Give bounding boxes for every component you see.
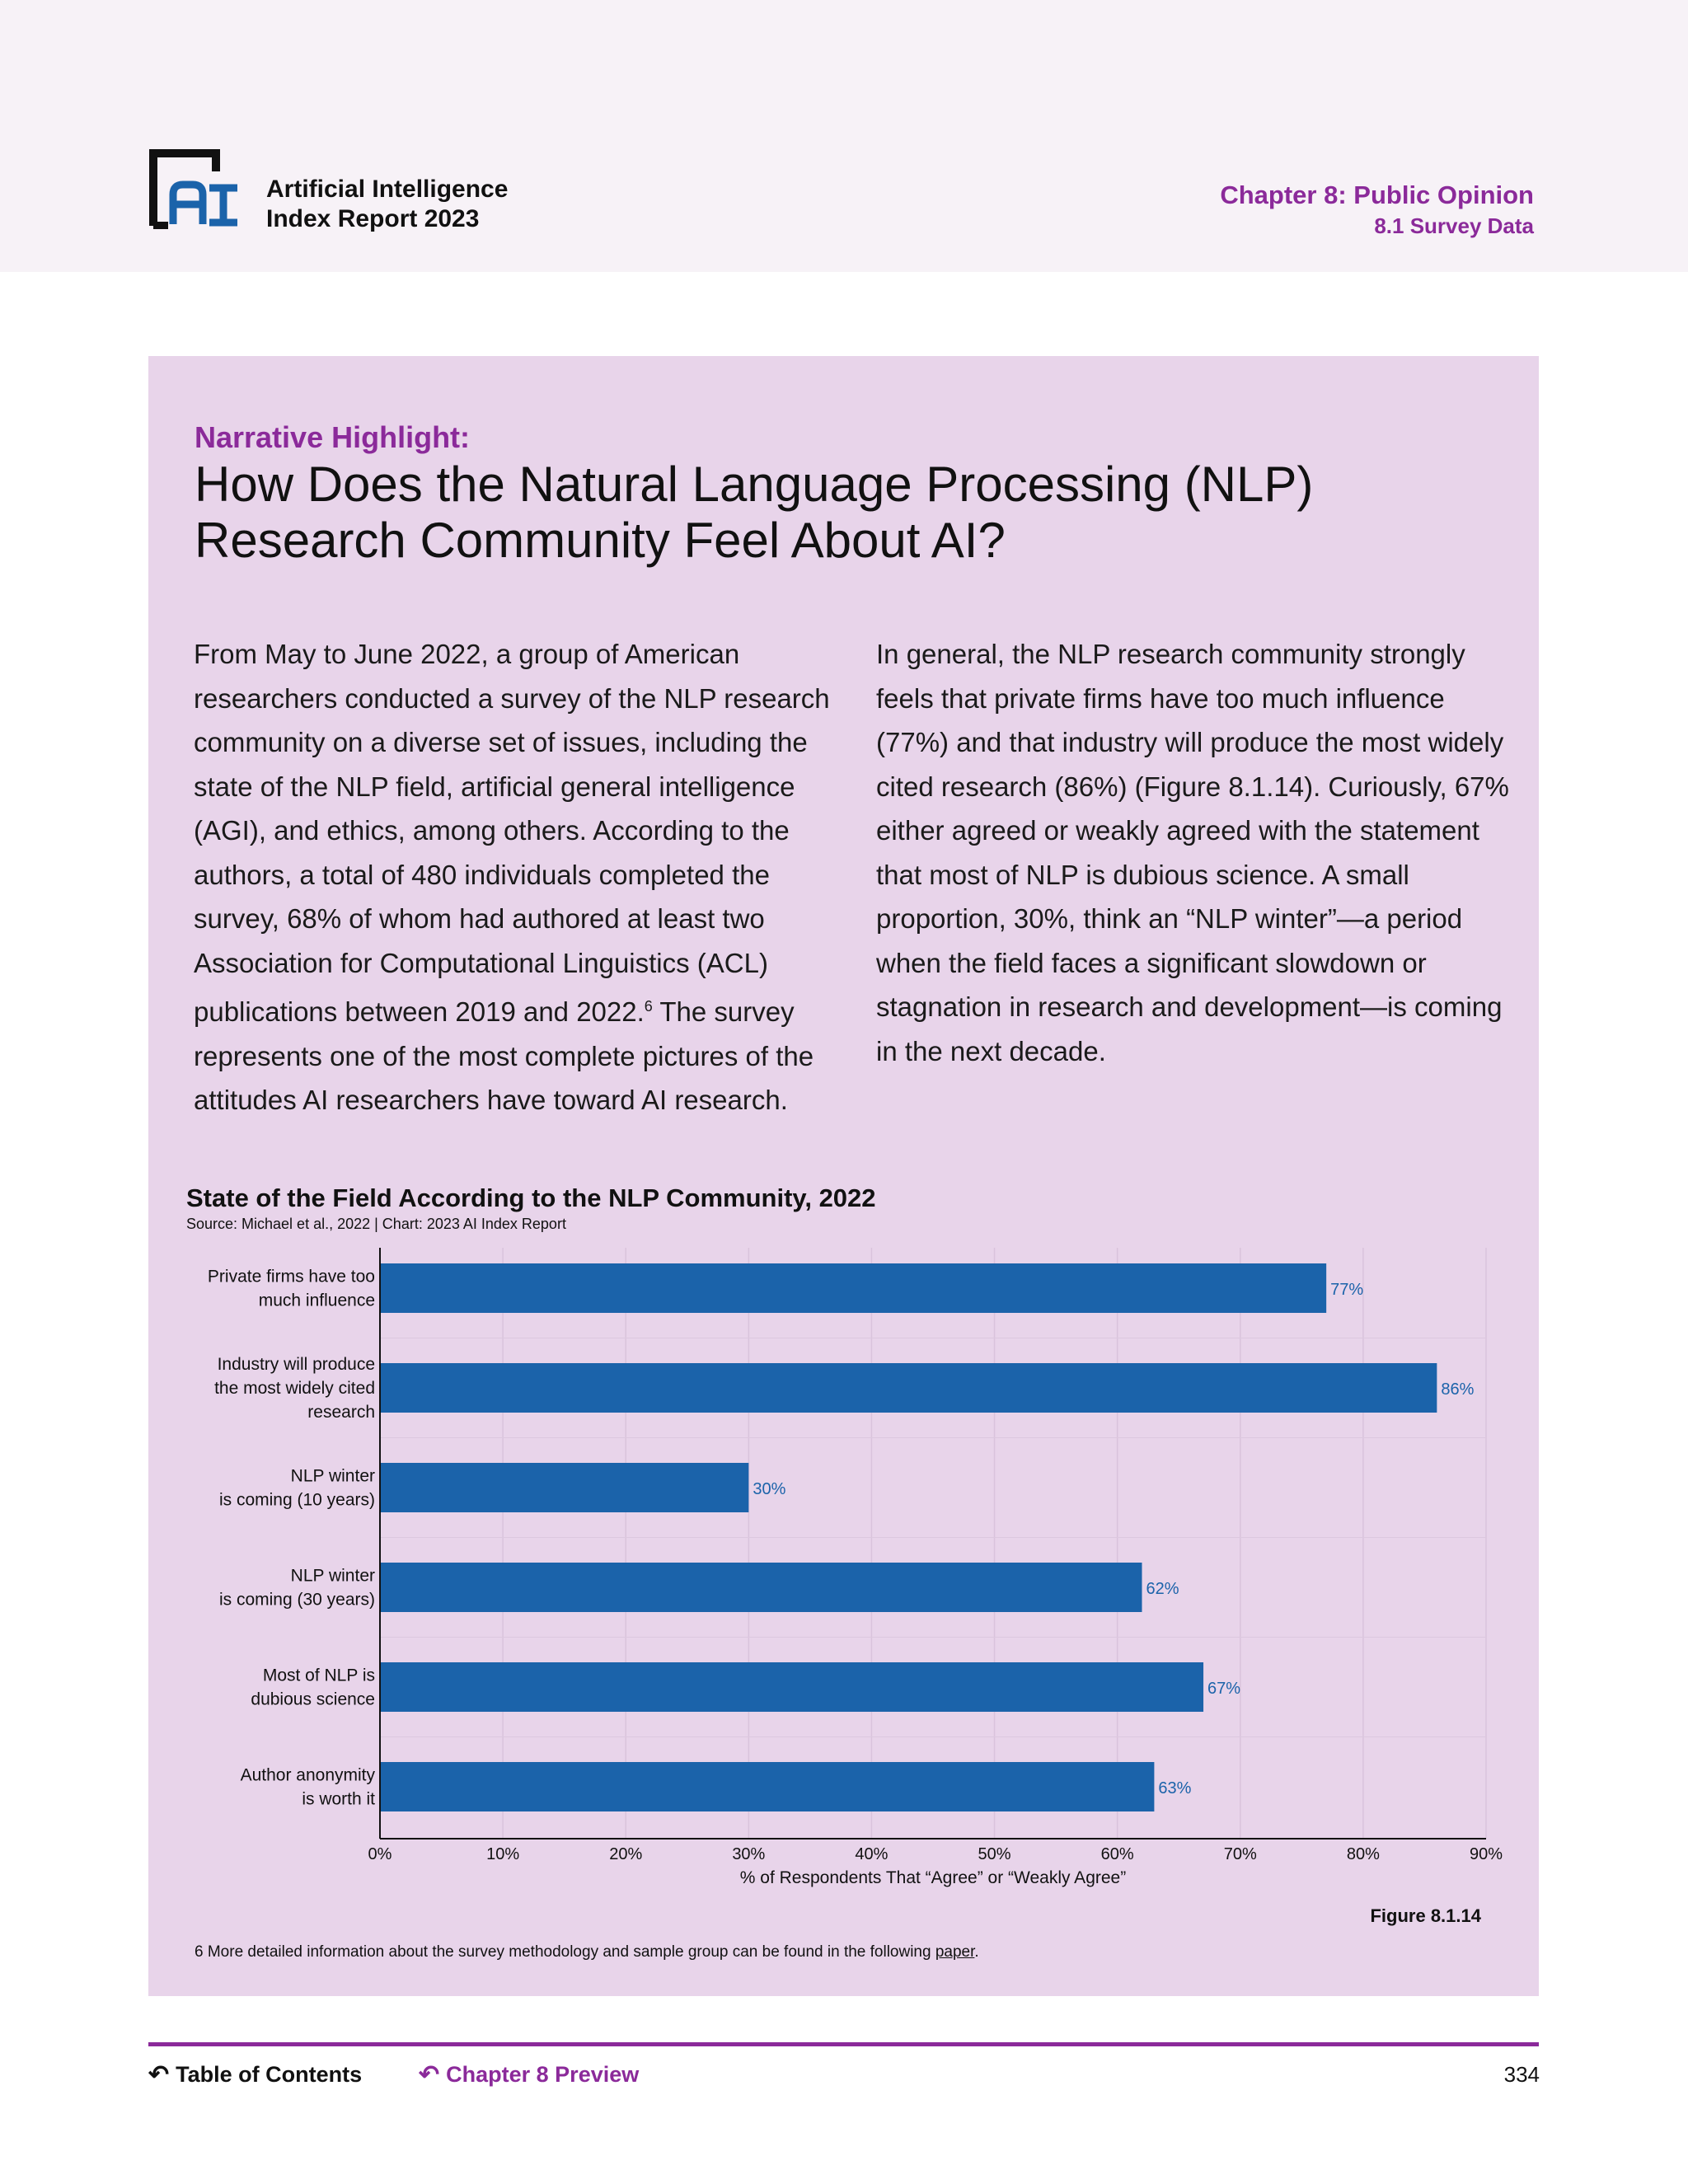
chapter-title: Chapter 8: Public Opinion <box>1220 180 1534 209</box>
category-label: is coming (10 years) <box>218 1490 375 1510</box>
footer-divider <box>148 2042 1539 2046</box>
footnote-text: 6 More detailed information about the survey methodology and sample group can be found in the following <box>195 1943 935 1961</box>
preview-label: Chapter 8 Preview <box>446 2062 640 2087</box>
highlight-kicker: Narrative Highlight: <box>195 420 471 454</box>
highlight-title-line2: Research Community Feel About AI? <box>195 513 1006 568</box>
category-label: the most widely cited <box>214 1379 375 1398</box>
report-title-line1: Artificial Intelligence <box>266 176 509 203</box>
left-paragraph-a: From May to June 2022, a group of American researchers conducted a survey of the NLP research community on a diverse set of issues, including the state of the NLP field, artificial general intelligence (AGI), and ethics, among others. According to the authors, a total of 480 individuals completed the survey, 68% of whom had authored at least two Association for Computational Linguistics (ACL) publications between 2019 and 2022. <box>194 639 830 1027</box>
report-title-line2: Index Report 2023 <box>266 205 480 232</box>
right-paragraph: In general, the NLP research community strongly feels that private firms have too much influence (77%) and that industry will produce the most widely cited research (86%) (Figure 8.1.14). Curiously, 67% either agreed or weakly agreed with the statement that most of NLP is dubious science. A small proportion, 30%, think an “NLP winter”—a period when the field faces a significant slowdown or stagnation in research and development—is coming in the next decade. <box>876 639 1509 1066</box>
category-label: NLP winter <box>290 1566 375 1586</box>
x-tick-label: 20% <box>609 1845 643 1863</box>
bar-value-label: 86% <box>1441 1380 1475 1399</box>
page-header <box>0 0 1688 272</box>
footnote <box>195 1943 979 1961</box>
bar <box>380 1363 1437 1413</box>
category-label: Most of NLP is <box>262 1666 375 1685</box>
bar <box>380 1263 1326 1313</box>
x-tick-label: 40% <box>855 1845 889 1863</box>
chart-source: Source: Michael et al., 2022 | Chart: 2023 AI Index Report <box>186 1216 566 1232</box>
category-label: is worth it <box>302 1789 375 1809</box>
category-label: Private firms have too <box>207 1267 375 1286</box>
page-number: 334 <box>1503 2062 1540 2087</box>
left-paragraph-b: The survey represents one of the most complete pictures of the attitudes AI researchers have toward AI research. <box>194 996 814 1115</box>
x-axis-label: % of Respondents That “Agree” or “Weakly Agree” <box>739 1868 1127 1887</box>
category-label: is coming (30 years) <box>218 1590 375 1610</box>
x-tick-label: 70% <box>1223 1845 1257 1863</box>
footnote-end: . <box>974 1943 979 1961</box>
bar <box>380 1662 1203 1712</box>
x-tick-label: 0% <box>368 1845 392 1863</box>
category-label: dubious science <box>251 1690 375 1709</box>
chapter-heading <box>1220 180 1534 241</box>
bar-value-label: 67% <box>1207 1680 1241 1698</box>
section-title: 8.1 Survey Data <box>1374 213 1534 238</box>
chapter-preview-link[interactable] <box>419 2060 639 2089</box>
highlight-title-line1: How Does the Natural Language Processing (NLP) <box>195 457 1314 512</box>
return-arrow-icon: ↶ <box>148 2061 170 2088</box>
ai-index-logo <box>148 148 241 229</box>
bar <box>380 1463 748 1512</box>
footnote-paper-link[interactable]: paper <box>935 1943 975 1961</box>
x-tick-label: 50% <box>978 1845 1011 1863</box>
category-label: Industry will produce <box>217 1355 375 1374</box>
bar-chart <box>148 356 1539 1905</box>
bar-value-label: 63% <box>1158 1779 1192 1797</box>
bar <box>380 1563 1142 1612</box>
table-of-contents-link[interactable] <box>148 2060 362 2089</box>
return-arrow-icon: ↶ <box>419 2061 440 2088</box>
x-tick-label: 90% <box>1469 1845 1503 1863</box>
footnote-ref[interactable]: 6 <box>644 998 653 1015</box>
bar-value-label: 30% <box>753 1480 786 1498</box>
x-tick-label: 30% <box>732 1845 766 1863</box>
narrative-highlight-panel <box>148 356 1539 1996</box>
report-title <box>266 175 508 234</box>
x-tick-label: 80% <box>1346 1845 1380 1863</box>
figure-label: Figure 8.1.14 <box>1370 1905 1481 1926</box>
toc-label: Table of Contents <box>176 2062 363 2087</box>
bar <box>380 1762 1154 1811</box>
category-label: NLP winter <box>290 1466 375 1486</box>
category-label: research <box>307 1403 375 1422</box>
bar-value-label: 62% <box>1146 1580 1179 1598</box>
chart-title: State of the Field According to the NLP Community, 2022 <box>186 1183 876 1212</box>
x-tick-label: 10% <box>486 1845 520 1863</box>
category-label: Author anonymity <box>240 1765 375 1785</box>
category-label: much influence <box>258 1291 375 1310</box>
x-tick-label: 60% <box>1100 1845 1134 1863</box>
bar-value-label: 77% <box>1330 1281 1364 1299</box>
